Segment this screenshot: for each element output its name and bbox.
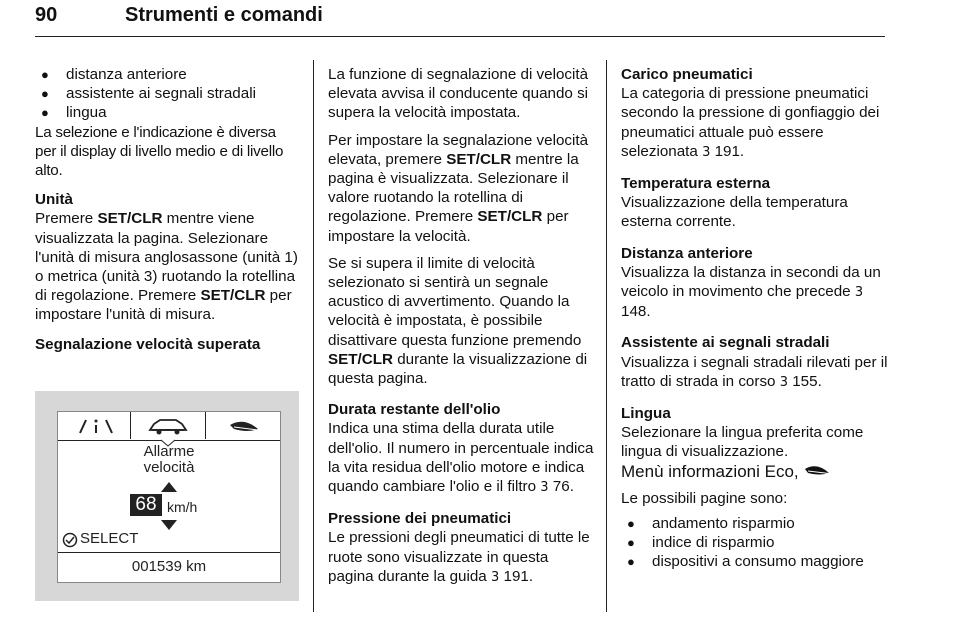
column-3 <box>621 65 889 572</box>
bullet-item: ● lingua <box>35 103 300 122</box>
tyre-load-paragraph: La categoria di pressione pneumatici secondo la pressione di gonfiaggio dei pneumatici attuale può essere selezionata 3 191. <box>621 85 880 160</box>
language-paragraph: Selezionare la lingua preferita come lingua di visualizzazione. <box>621 424 864 461</box>
following-distance-heading: Distanza anteriore <box>621 244 753 262</box>
column-divider-2 <box>606 60 607 612</box>
oil-life-heading: Durata restante dell'olio <box>328 401 501 419</box>
eco-info-heading: Menù informazioni Eco, <box>621 462 889 481</box>
outside-temp-heading: Temperatura esterna <box>621 175 771 193</box>
header-rule <box>35 36 885 37</box>
column-2 <box>328 65 596 587</box>
bullet-item: ● assistente ai segnali stradali <box>35 84 300 103</box>
tyre-pressure-heading: Pressione dei pneumatici <box>328 510 512 528</box>
speed-unit: km/h <box>167 499 198 515</box>
page-ref-icon: 3 <box>779 374 788 390</box>
display-illustration <box>35 391 299 601</box>
check-circle-icon <box>62 532 78 548</box>
bullet-item: ● distanza anteriore <box>35 65 300 84</box>
units-heading: Unità <box>35 191 73 209</box>
column-1 <box>35 65 300 354</box>
bullet-item: ● dispositivi a consumo maggiore <box>621 552 889 571</box>
eco-intro: Le possibili pagine sono: <box>621 489 788 507</box>
following-distance-paragraph: Visualizza la distanza in secondi da un veicolo in movimento che precede 3 148. <box>621 263 881 321</box>
language-heading: Lingua <box>621 405 671 423</box>
traffic-sign-paragraph: Visualizza i segnali stradali rilevati per il tratto di strada in corso 3 155. <box>621 353 888 390</box>
page-ref-icon: 3 <box>491 569 500 585</box>
speed-warning-paragraph-1: La funzione di segnalazione di velocità elevata avvisa il conducente quando si supera la velocità impostata. <box>328 66 589 122</box>
odometer: 001539 km <box>131 558 207 575</box>
units-paragraph: Premere SET/CLR mentre viene visualizzata la pagina. Selezionare l'unità di misura anglosassone (unità 1) o metrica (unità 3) ruotando la rotellina di regolazione. Premere SET/CLR per impostare l'unità di misura. <box>35 210 298 324</box>
eco-leaf-icon <box>803 464 833 478</box>
alarm-title: Allarme velocità <box>143 443 195 476</box>
bullet-item: ● indice di risparmio <box>621 533 889 552</box>
column-divider-1 <box>313 60 314 612</box>
speed-warning-paragraph-3: Se si supera il limite di velocità selezionato si sentirà un segnale acustico di avvertimento. Quando la velocità è impostata, è possibile disattivare questa funzione premendo SET/CLR durante la visualizzazione di questa pagina. <box>328 254 588 388</box>
page-ref-icon: 3 <box>540 480 549 496</box>
speed-warning-heading: Segnalazione velocità superata <box>35 335 261 353</box>
down-arrow-icon <box>161 520 177 530</box>
outside-temp-paragraph: Visualizzazione della temperatura esterna corrente. <box>621 194 848 231</box>
display-divider <box>58 552 280 553</box>
page-number: 90 <box>35 4 58 26</box>
traffic-sign-heading: Assistente ai segnali stradali <box>621 334 830 352</box>
speed-warning-paragraph-2: Per impostare la segnalazione velocità elevata, premere SET/CLR mentre la pagina è visualizzata. Selezionare il valore ruotando la rotellina di regolazione. Premere SET/CLR per impostare la velocità. <box>328 131 589 245</box>
intro-paragraph: La selezione e l'indicazione è diversa per il display di livello medio e di livello alto. <box>35 123 284 180</box>
page-title: Strumenti e comandi <box>125 4 323 26</box>
tyre-pressure-paragraph: Le pressioni degli pneumatici di tutte le ruote sono visualizzate in questa pagina durante la guida 3 191. <box>328 529 590 585</box>
page-ref-icon: 3 <box>854 285 864 301</box>
eco-leaf-icon <box>228 419 262 435</box>
speed-value: 68 <box>130 494 162 516</box>
oil-life-paragraph: Indica una stima della durata utile dell'olio. Il numero in percentuale indica la vita residua dell'olio motore e indica quando cambiare l'olio e il filtro 3 76. <box>328 420 594 496</box>
bullet-item: ● andamento risparmio <box>621 514 889 533</box>
info-display <box>57 411 281 583</box>
up-arrow-icon <box>161 482 177 492</box>
page-ref-icon: 3 <box>702 144 711 160</box>
select-label: SELECT <box>80 530 139 547</box>
road-info-icon <box>76 417 116 435</box>
car-icon <box>146 416 190 436</box>
tyre-load-heading: Carico pneumatici <box>621 66 753 83</box>
